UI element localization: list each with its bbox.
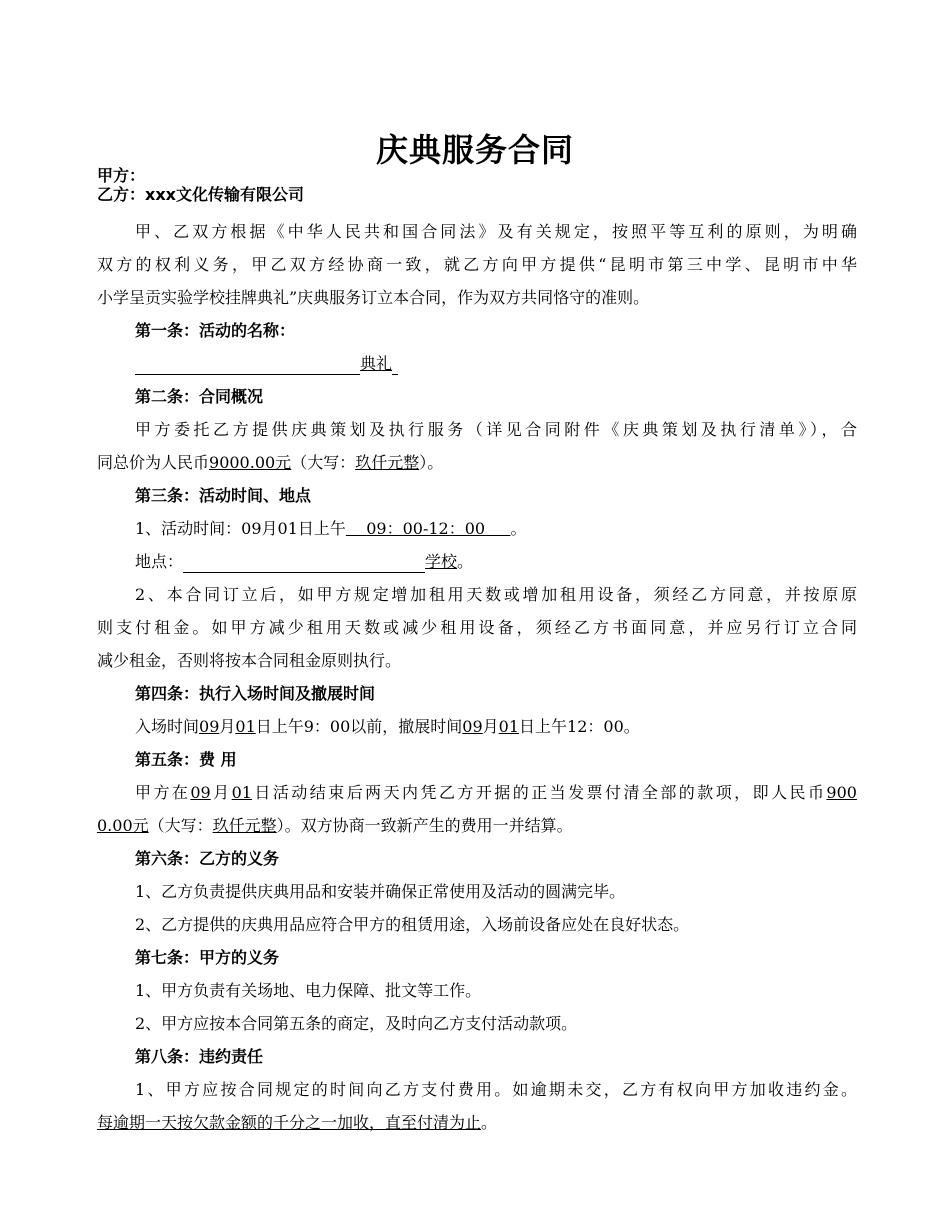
activity-name-field	[135, 353, 895, 375]
article-1-heading: 第一条：活动的名称：	[135, 321, 296, 340]
intro-line-1: 甲、乙双方根据《中华人民共和国合同法》及有关规定，按照平等互利的原则，为明确	[135, 222, 857, 241]
activity-time-value: 09：00-12：00	[366, 519, 486, 538]
place-value: 学校	[425, 552, 458, 571]
article-5-line-1: 甲方在09月01日活动结束后两天内凭乙方开据的正当发票付清全部的款项，即人民币900	[135, 783, 857, 802]
article-7-line-2: 2、甲方应按本合同第五条的商定，及时向乙方支付活动款项。	[135, 1014, 578, 1033]
article-5-heading: 第五条：费 用	[135, 750, 237, 769]
party-a-line: 甲方：	[97, 166, 146, 185]
article-2-line-1: 甲方委托乙方提供庆典策划及执行服务（详见合同附件《庆典策划及执行清单》），合	[135, 420, 857, 439]
article-6-heading: 第六条：乙方的义务	[135, 849, 280, 868]
article-2-line-2: 同总价为人民币9000.00元（大写：玖仟元整）。	[97, 453, 444, 472]
article-3-p2-line-2: 则支付租金。如甲方减少租用天数或减少租用设备，须经乙方书面同意，并应另行订立合同	[97, 618, 857, 637]
place-blank	[183, 554, 425, 573]
intro-line-3: 小学呈贡实验学校挂牌典礼”庆典服务订立本合同，作为双方共同恪守的准则。	[97, 288, 650, 307]
party-b-line: 乙方：xxx文化传输有限公司	[97, 185, 304, 204]
activity-place-line: 地点： 学校。	[135, 552, 474, 571]
contract-amount-words: 玖仟元整	[355, 453, 420, 472]
article-7-heading: 第七条：甲方的义务	[135, 948, 280, 967]
activity-name-value: 典礼	[360, 354, 393, 373]
activity-time-line: 1、活动时间：09月01日上午 09：00-12：00 。	[135, 519, 527, 538]
document-title: 庆典服务合同	[375, 131, 574, 169]
article-4-heading: 第四条：执行入场时间及撤展时间	[135, 684, 376, 703]
intro-line-2: 双方的权利义务，甲乙双方经协商一致，就乙方向甲方提供“昆明市第三中学、昆明市中华	[97, 255, 857, 274]
contract-amount: 9000.00元	[209, 453, 292, 472]
article-3-heading: 第三条：活动时间、地点	[135, 486, 312, 505]
article-8-line-1: 1、甲方应按合同规定的时间向乙方支付费用。如逾期未交，乙方有权向甲方加收违约金。	[135, 1080, 857, 1099]
article-2-heading: 第二条：合同概况	[135, 387, 264, 406]
article-8-heading: 第八条：违约责任	[135, 1047, 264, 1066]
article-6-line-1: 1、乙方负责提供庆典用品和安装并确保正常使用及活动的圆满完毕。	[135, 882, 626, 901]
article-3-p2-line-1: 2、本合同订立后，如甲方规定增加租用天数或增加租用设备，须经乙方同意，并按原原	[135, 585, 857, 604]
activity-name-blank	[135, 356, 360, 375]
article-8-line-2: 每逾期一天按欠款金额的千分之一加收，直至付清为止。	[97, 1113, 498, 1132]
article-6-line-2: 2、乙方提供的庆典用品应符合甲方的租赁用途，入场前设备应处在良好状态。	[135, 915, 690, 934]
article-7-line-1: 1、甲方负责有关场地、电力保障、批文等工作。	[135, 981, 482, 1000]
article-4-line: 入场时间09月01日上午9：00以前，撤展时间09月01日上午12：00。	[135, 717, 640, 736]
article-3-p2-line-3: 减少租金，否则将按本合同租金原则执行。	[97, 651, 402, 670]
article-5-line-2: 0.00元（大写：玖仟元整）。双方协商一致新产生的费用一并结算。	[97, 816, 573, 835]
